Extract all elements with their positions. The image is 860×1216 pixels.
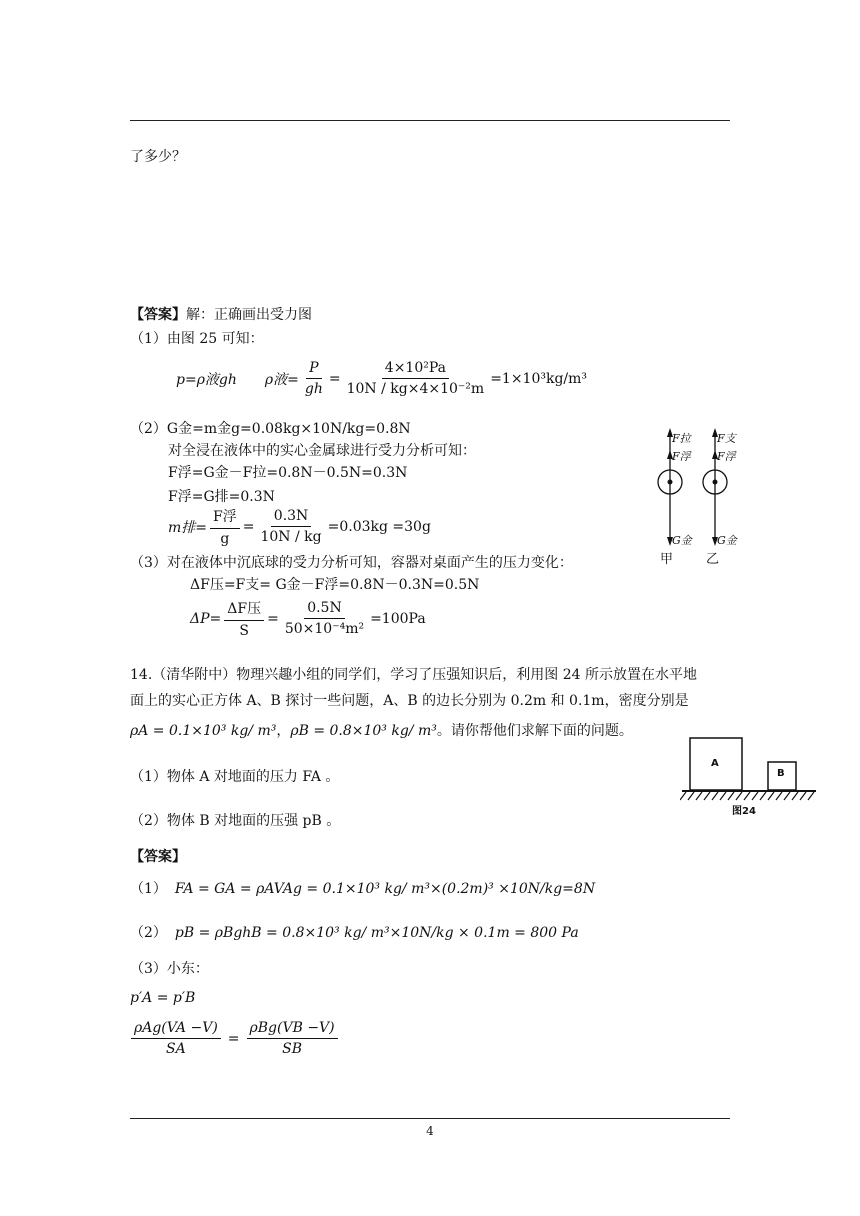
question-tail: 了多少？ — [130, 149, 186, 165]
part1-equation: p=ρ液gh ρ液= $\frac{P}{gh}$ = $\frac{\text{4×10²Pa}}{\text{10N / kg×4×10⁻²m}}$ =1×10³kg/m³ — [176, 360, 588, 397]
fraction-mass-values: $\frac{0.3N}{10N / kg}$ — [260, 508, 322, 545]
caption-jia: 甲 — [660, 552, 674, 567]
answer2-line3: （3）小东： — [130, 961, 209, 977]
answer2-line1: （1） FA = GA = ρAVAg = 0.1×10³ kg/ m³×(0.2m)³ ×10N/kg=8N — [130, 881, 596, 897]
eq-density-result: =1×10³kg/m³ — [490, 370, 588, 387]
page-number: 4 — [426, 1124, 434, 1138]
answer2-line4: p′A = p′B — [130, 990, 196, 1006]
fraction-left: $\frac{\text{ρAg(VA −V)}}{SA}$ — [131, 1020, 221, 1057]
part2-mass-equation: m排= $\frac{\text{F浮}}{g}$ = $\frac{0.3N}{10N / kg}$ =0.03kg =30g — [168, 508, 431, 547]
part3-line2: ΔF压=F支= G金－F浮=0.8N－0.3N=0.5N — [190, 577, 480, 593]
answer-intro: 解：正确画出受力图 — [186, 307, 312, 323]
answer-line — [130, 304, 312, 324]
label-buoyancy-right: F浮 — [717, 450, 736, 463]
cube-b-label: B — [777, 768, 785, 779]
fraction-force-over-area: $\frac{\text{ΔF压}}{S}$ — [224, 598, 264, 639]
part2-line1: （2）G金=m金g=0.08kg×10N/kg=0.8N — [130, 421, 411, 437]
force-diagram-figure — [640, 422, 750, 572]
q14-line3: ρA = 0.1×10³ kg/ m³，ρB = 0.8×10³ kg/ m³。请你帮他们求解下面的问题。 — [130, 723, 633, 739]
eq-density-label: ρ液= — [264, 371, 299, 388]
density-b: ρB = 0.8×10³ kg/ m³ — [290, 723, 437, 739]
part2-line4: F浮=G排=0.3N — [168, 489, 275, 505]
label-gravity-left: G金 — [672, 534, 692, 547]
label-support-force: F支 — [717, 432, 736, 445]
fraction-buoyancy-over-g: $\frac{\text{F浮}}{g}$ — [210, 506, 240, 547]
cube-a-label: A — [711, 758, 719, 769]
eq-pressure-liquid: p=ρ液gh — [176, 371, 237, 388]
label-gravity-right: G金 — [717, 534, 737, 547]
fraction-pressure-values: $\frac{0.5N}{\text{50×10⁻⁴m²}}$ — [284, 600, 365, 637]
caption-yi: 乙 — [706, 552, 720, 567]
label-tension-force: F拉 — [672, 432, 691, 445]
density-a: ρA = 0.1×10³ kg/ m³ — [130, 723, 277, 739]
part3-pressure-equation: ΔP= $\frac{\text{ΔF压}}{S}$ = $\frac{0.5N}{\text{50×10⁻⁴m²}}$ =100Pa — [190, 600, 426, 639]
q14-line1: 14.（清华附中）物理兴趣小组的同学们，学习了压强知识后，利用图 24 所示放置在水平地 — [130, 667, 697, 683]
q14-sub2: （2）物体 B 对地面的压强 pB 。 — [130, 813, 341, 829]
cubes-figure — [680, 736, 820, 826]
part2-line3: F浮=G金－F拉=0.8N－0.5N=0.3N — [168, 465, 408, 481]
answer2-line2: （2） pB = ρBghB = 0.8×10³ kg/ m³×10N/kg × 0.1m = 800 Pa — [130, 925, 579, 941]
figure-24-caption: 图24 — [732, 806, 756, 817]
footer-rule — [130, 1118, 730, 1119]
fraction-right: $\frac{\text{ρBg(VB −V)}}{SB}$ — [247, 1020, 338, 1057]
part2-line2: 对全浸在液体中的实心金属球进行受力分析可知： — [168, 443, 476, 459]
part3-line1: （3）对在液体中沉底球的受力分析可知，容器对桌面产生的压力变化： — [130, 555, 573, 571]
header-rule — [130, 120, 730, 121]
answer2-heading: 【答案】 — [130, 849, 186, 865]
part1-label: （1）由图 25 可知： — [130, 331, 264, 347]
q14-line2: 面上的实心正方体 A、B 探讨一些问题，A、B 的边长分别为 0.2m 和 0.1m，密度分别是 — [130, 693, 689, 709]
fraction-p-over-gh: $\frac{P}{gh}$ — [304, 360, 323, 397]
fraction-density-values: $\frac{\text{4×10²Pa}}{\text{10N / kg×4×10⁻²m}}$ — [346, 360, 485, 397]
q14-sub1: （1）物体 A 对地面的压力 FA 。 — [130, 769, 340, 785]
answer2-line5: $\frac{\text{ρAg(VA −V)}}{SA}$ = $\frac{\text{ρBg(VB −V)}}{SB}$ — [128, 1020, 341, 1057]
answer-heading: 【答案】 — [130, 307, 186, 323]
label-buoyancy-left: F浮 — [672, 450, 691, 463]
